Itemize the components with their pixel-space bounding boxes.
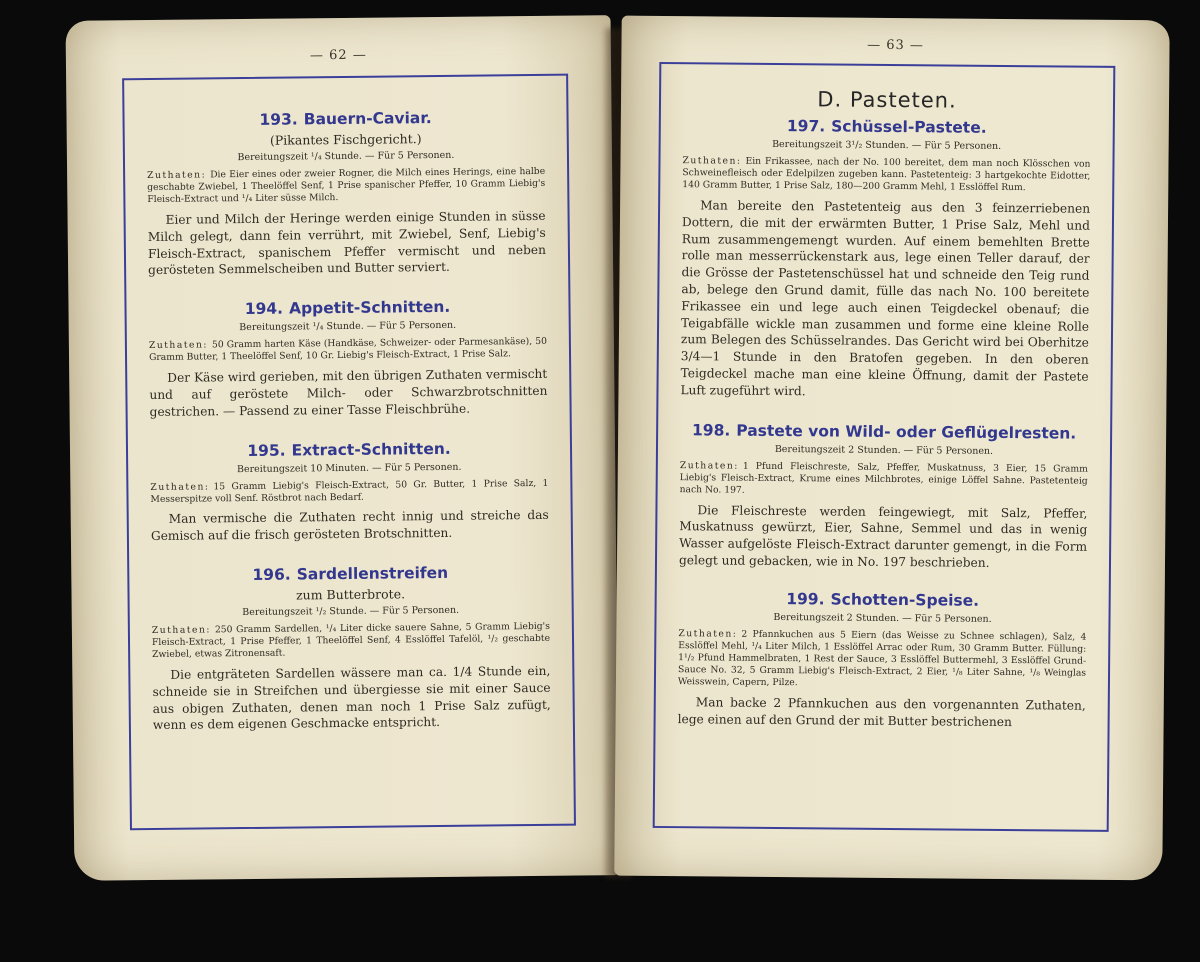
ingredients-label: Zuthaten: (682, 155, 742, 167)
left-page-frame (122, 74, 576, 831)
recipe-ingredients (682, 155, 1090, 194)
recipe-title (680, 421, 1088, 443)
recipe-number: 198. (691, 421, 731, 440)
recipe-prep-time: Bereitungszeit 2 Stunden. — Für 5 Personen. (774, 443, 994, 457)
recipe-title (148, 297, 546, 319)
recipe-name: Schüssel-Pastete. (831, 117, 987, 137)
ingredients-text: Ein Frikassee, nach der No. 100 bereitet, dem man noch Klösschen von Schweinefleisch oder Edelpilzen zugeben kann. Pastetenteig: 3 hartgekochte Eidotter, 140 Gramm Butter, 1 Prise Salz, 180—200 Gramm Mehl, 1 Esslöffel Rum. (682, 155, 1091, 194)
recipe-196 (151, 563, 551, 734)
ingredients-label: Zuthaten: (678, 628, 738, 640)
recipe-number: 199. (786, 590, 825, 609)
recipe-194 (148, 297, 547, 421)
ingredients-text: 1 Pfund Fleischreste, Salz, Pfeffer, Muskatnuss, 3 Eier, 15 Gramm Liebig's Fleisch-Extract, Krume eines Milchbrotes, einige Löffel Sahne. Pastetenteig nach No. 197. (679, 460, 1088, 496)
recipe-number: 193. (259, 110, 298, 129)
recipe-ingredients (678, 628, 1087, 691)
recipe-ingredients (149, 336, 547, 364)
open-book (70, 18, 1170, 898)
recipe-number: 195. (247, 441, 286, 460)
recipe-prep-time: Bereitungszeit ¹/₄ Stunde. — Für 5 Personen. (237, 149, 455, 164)
right-page (614, 16, 1169, 881)
recipe-title (150, 438, 548, 460)
recipe-instructions: Die entgräteten Sardellen wässere man ca. 1/4 Stunde ein, schneide sie in Streifchen und übergiesse sie mit einer Sauce aus obigen Zuthaten, denen man noch 1 Prise Salz zufügt, wenn es dem eigenen Geschmacke entspricht. (152, 663, 551, 733)
recipe-name: Sardellenstreifen (296, 564, 449, 584)
ingredients-label: Zuthaten: (148, 339, 209, 352)
recipe-instructions: Man bereite den Pastetenteig aus den 3 feinzerriebenen Dottern, die mit der erwärmten Butter, 1 Prise Salz, Mehl und Rum zusammengemengt wurden. Auf einem bemehlten Brette rolle man messerrückenstark aus, lege einen Teller darauf, der die Grösse der Pastetenschüssel hat und schneide den Teig rund ab, belege den Grund damit, fülle das nach No. 100 bereitete Frikassee ein und lege auch einen Teigdeckel obenauf; die Teigabfälle wickle man zusammen und forme eine kleine Rolle zum Belegen des Schüsselrandes. Das Gericht wird bei Oberhitze 3/4—1 Stunde in den Bratofen gegeben. In den oberen Teigdeckel mache man eine kleine Öffnung, damit der Pastete Luft zugeführt wird. (680, 198, 1091, 399)
recipe-instructions: Der Käse wird gerieben, mit den übrigen Zuthaten vermischt und auf geröstete Milch- oder Schwarzbrotschnitten gestrichen. — Passend zu einer Tasse Fleischbrühe. (149, 366, 548, 419)
recipe-title (679, 589, 1087, 611)
recipe-197 (680, 116, 1090, 402)
recipe-prep-time: Bereitungszeit ¹/₄ Stunde. — Für 5 Personen. (239, 319, 457, 334)
recipe-name: Bauern-Caviar. (303, 109, 432, 129)
recipe-number: 197. (786, 117, 826, 136)
ingredients-text: 15 Gramm Liebig's Fleisch-Extract, 50 Gr. Butter, 1 Prise Salz, 1 Messerspitze voll Senf. Röstbrot nach Bedarf. (150, 477, 549, 505)
recipe-193 (146, 108, 546, 279)
page-number-right: — 63 — (867, 37, 924, 54)
recipe-198 (679, 421, 1088, 573)
recipe-ingredients (150, 477, 548, 505)
recipe-name: Extract-Schnitten. (291, 439, 451, 460)
recipe-number: 196. (252, 565, 291, 585)
ingredients-label: Zuthaten: (150, 480, 210, 493)
recipe-title (151, 563, 549, 585)
page-number-left: — 62 — (309, 47, 367, 64)
recipe-ingredients (680, 460, 1088, 499)
recipe-subtitle: zum Butterbrote. (295, 586, 406, 603)
ingredients-text: 50 Gramm harten Käse (Handkäse, Schweizer- oder Parmesankäse), 50 Gramm Butter, 1 Theelöffel Senf, 10 Gr. Liebig's Fleisch-Extract, 1 Prise Salz. (148, 336, 547, 364)
recipe-prep-time: Bereitungszeit 3¹/₂ Stunden. — Für 5 Personen. (772, 138, 1002, 152)
recipe-ingredients (152, 621, 550, 661)
ingredients-label: Zuthaten: (679, 459, 739, 472)
recipe-subtitle: (Pikantes Fischgericht.) (269, 131, 422, 148)
recipe-number: 194. (244, 299, 284, 319)
ingredients-text: Die Eier eines oder zweier Rogner, die Milch eines Herings, eine halbe geschabte Zwiebel, 1 Theelöffel Senf, 1 Prise spanischer Pfeffer, 10 Gramm Liebig's Fleisch-Extract und ¹/₄ Liter süsse Milch. (147, 165, 546, 205)
recipe-prep-time: Bereitungszeit ¹/₂ Stunde. — Für 5 Personen. (242, 604, 460, 619)
recipe-195 (150, 438, 549, 545)
left-page (66, 15, 620, 881)
recipe-name: Pastete von Wild- oder Geflügelresten. (736, 421, 1077, 443)
ingredients-label: Zuthaten: (151, 624, 211, 637)
right-page-frame (653, 62, 1116, 832)
recipe-title (146, 108, 544, 130)
recipe-instructions: Man backe 2 Pfannkuchen aus den vorgenannten Zuthaten, lege einen auf den Grund der mit Butter bestrichenen (677, 695, 1086, 729)
recipe-instructions: Man vermische die Zuthaten recht innig und streiche das Gemisch auf die frisch gerösteten Brotschnitten. (150, 508, 549, 544)
recipe-ingredients (147, 166, 545, 206)
recipe-199 (678, 589, 1087, 731)
recipe-prep-time: Bereitungszeit 10 Minuten. — Für 5 Personen. (236, 461, 462, 475)
recipe-instructions: Eier und Milch der Heringe werden einige Stunden in süsse Milch gelegt, dann fein verrührt, mit Zwiebel, Senf, Liebig's Fleisch-Extract, spanischem Pfeffer vermischt und neben gerösteten Semmelscheiben und Butter serviert. (147, 208, 547, 278)
recipe-name: Appetit-Schnitten. (288, 298, 451, 318)
recipe-prep-time: Bereitungszeit 2 Stunden. — Für 5 Personen. (773, 611, 992, 625)
recipe-title (683, 116, 1091, 138)
recipe-name: Schotten-Speise. (830, 590, 980, 610)
ingredients-text: 250 Gramm Sardellen, ¹/₄ Liter dicke sauere Sahne, 5 Gramm Liebig's Fleisch-Extract, 1 Prise Pfeffer, 1 Theelöffel Senf, 4 Esslöffel Tafelöl, ¹/₂ geschabte Zwiebel, etwas Zitronensaft. (151, 620, 551, 661)
chapter-heading: D. Pasteten. (817, 87, 957, 113)
ingredients-label: Zuthaten: (147, 169, 207, 182)
recipe-instructions: Die Fleischreste werden feingewiegt, mit Salz, Pfeffer, Muskatnuss gewürzt, Eier, Sahne, Semmel und das in wenig Wasser aufgelöste Fleisch-Extract darunter gemengt, in die Form gelegt und gebacken, wie in No. 197 beschrieben. (678, 502, 1088, 570)
ingredients-text: 2 Pfannkuchen aus 5 Eiern (das Weisse zu Schnee schlagen), Salz, 4 Esslöffel Mehl, ¹/₄ Liter Milch, 1 Esslöffel Arrac oder Rum, 30 Gramm Butter. Füllung: 1¹/₂ Pfund Hammelbraten, 1 Rest der Sauce, 3 Esslöffel Buttermehl, 3 Esslöffel Grund-Sauce No. 32, 5 Gramm Liebig's Fleisch-Extract, 2 Eier, ¹/₈ Liter Sahne, ¹/₈ Weinglas Weisswein, Capern, Pilze. (677, 628, 1087, 688)
